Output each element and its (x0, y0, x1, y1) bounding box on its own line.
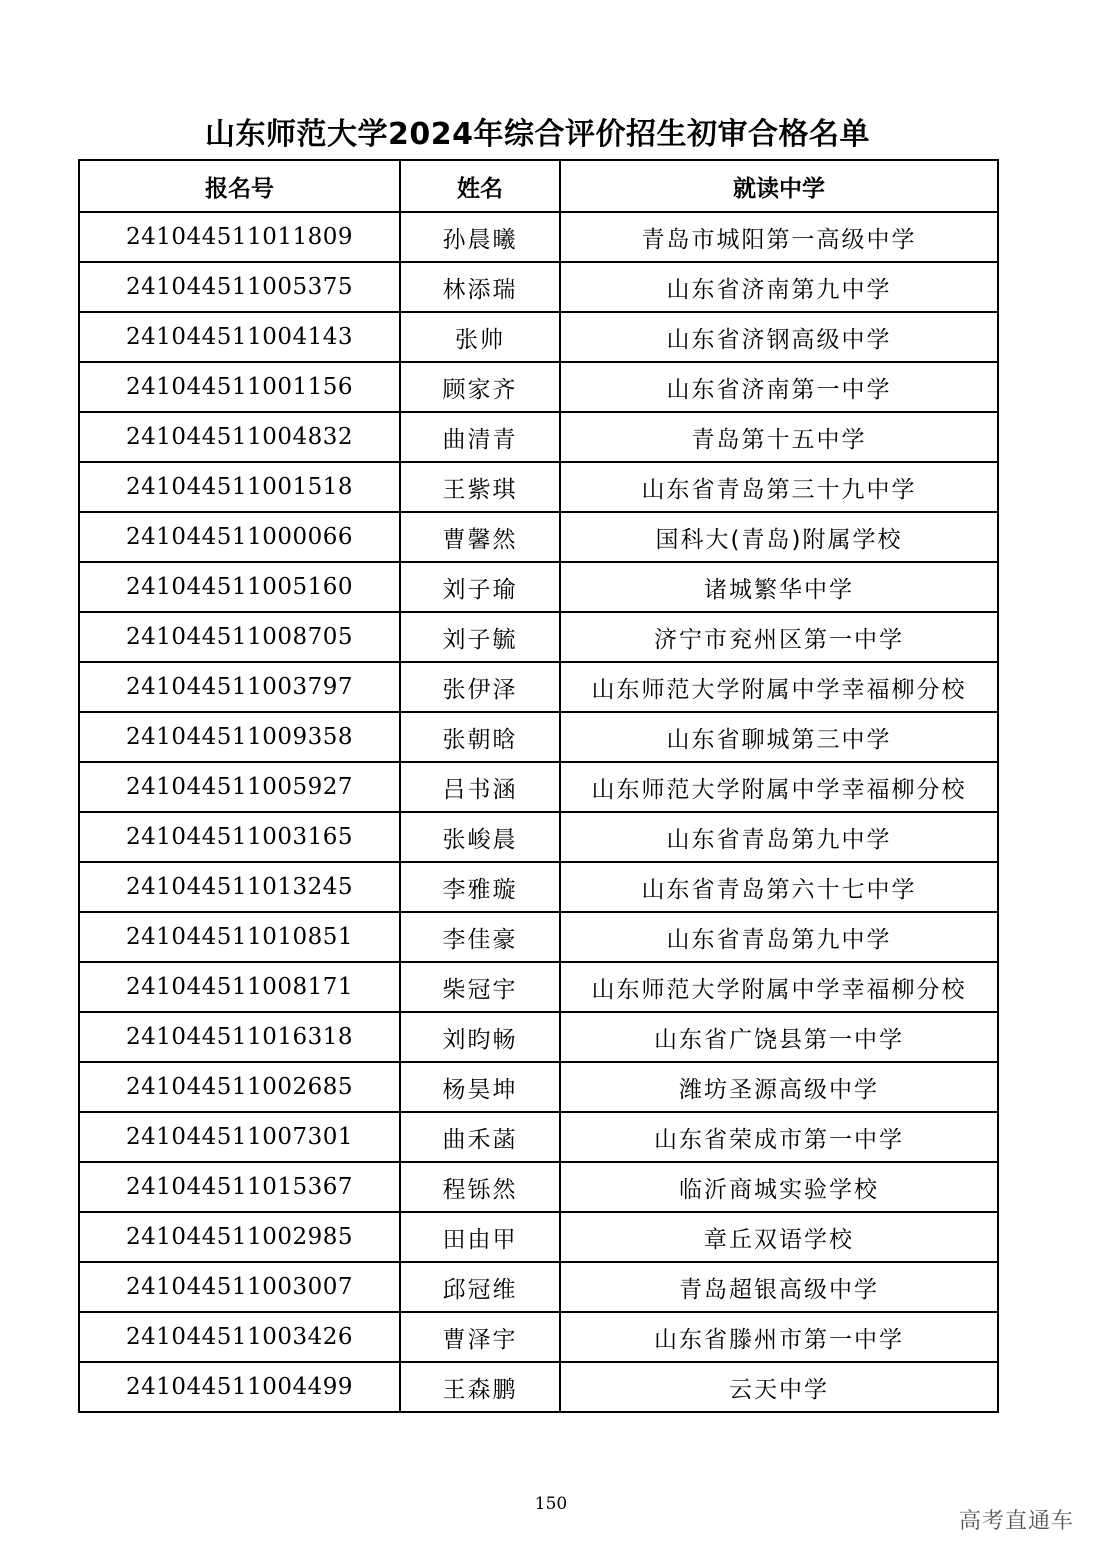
student-name-cell: 田由甲 (400, 1212, 560, 1262)
school-cell: 山东省滕州市第一中学 (560, 1312, 998, 1362)
school-cell: 山东省济钢高级中学 (560, 312, 998, 362)
school-cell: 山东师范大学附属中学幸福柳分校 (560, 962, 998, 1012)
student-name-cell: 王紫琪 (400, 462, 560, 512)
table-row (79, 662, 998, 712)
table-row (79, 312, 998, 362)
school-cell: 山东省广饶县第一中学 (560, 1012, 998, 1062)
registration-number-cell: 241044511000066 (79, 512, 400, 562)
school-cell: 山东省聊城第三中学 (560, 712, 998, 762)
school-cell: 山东省青岛第九中学 (560, 912, 998, 962)
school-cell: 山东省济南第九中学 (560, 262, 998, 312)
table-row (79, 1362, 998, 1412)
document-title: 山东师范大学2024年综合评价招生初审合格名单 (205, 117, 870, 152)
registration-number-cell: 241044511005927 (79, 762, 400, 812)
table-row (79, 562, 998, 612)
student-name-cell: 顾家齐 (400, 362, 560, 412)
table-row (79, 462, 998, 512)
student-name-cell: 刘子瑜 (400, 562, 560, 612)
school-cell: 临沂商城实验学校 (560, 1162, 998, 1212)
registration-number-cell: 241044511011809 (79, 212, 400, 262)
registration-number-cell: 241044511008705 (79, 612, 400, 662)
table-row (79, 612, 998, 662)
table-row (79, 962, 998, 1012)
student-name-cell: 张帅 (400, 312, 560, 362)
registration-number-cell: 241044511002685 (79, 1062, 400, 1112)
student-name-cell: 曲禾菡 (400, 1112, 560, 1162)
student-name-cell: 曲清青 (400, 412, 560, 462)
registration-number-cell: 241044511005160 (79, 562, 400, 612)
admission-list-table (78, 159, 999, 1413)
student-name-cell: 李佳豪 (400, 912, 560, 962)
table-row (79, 1212, 998, 1262)
table-row (79, 1162, 998, 1212)
registration-number-cell: 241044511007301 (79, 1112, 400, 1162)
registration-number-cell: 241044511003007 (79, 1262, 400, 1312)
table-row (79, 812, 998, 862)
table-row (79, 862, 998, 912)
student-name-cell: 杨昊坤 (400, 1062, 560, 1112)
school-cell: 山东师范大学附属中学幸福柳分校 (560, 662, 998, 712)
registration-number-cell: 241044511003426 (79, 1312, 400, 1362)
school-cell: 云天中学 (560, 1362, 998, 1412)
student-name-cell: 张伊泽 (400, 662, 560, 712)
table-row (79, 1312, 998, 1362)
table-row (79, 412, 998, 462)
table-row (79, 762, 998, 812)
school-cell: 青岛第十五中学 (560, 412, 998, 462)
registration-number-cell: 241044511003165 (79, 812, 400, 862)
school-cell: 山东省青岛第三十九中学 (560, 462, 998, 512)
school-cell: 青岛市城阳第一高级中学 (560, 212, 998, 262)
header-school: 就读中学 (560, 160, 998, 212)
table-row (79, 362, 998, 412)
student-name-cell: 张峻晨 (400, 812, 560, 862)
registration-number-cell: 241044511004499 (79, 1362, 400, 1412)
table-row (79, 212, 998, 262)
student-name-cell: 林添瑞 (400, 262, 560, 312)
page-number: 150 (534, 1494, 568, 1514)
student-name-cell: 曹馨然 (400, 512, 560, 562)
registration-number-cell: 241044511009358 (79, 712, 400, 762)
watermark-text: 高考直通车 (958, 1509, 1074, 1534)
table-row (79, 512, 998, 562)
student-name-cell: 李雅璇 (400, 862, 560, 912)
school-cell: 潍坊圣源高级中学 (560, 1062, 998, 1112)
table-row (79, 1062, 998, 1112)
student-name-cell: 刘昀畅 (400, 1012, 560, 1062)
school-cell: 青岛超银高级中学 (560, 1262, 998, 1312)
registration-number-cell: 241044511004143 (79, 312, 400, 362)
student-name-cell: 刘子毓 (400, 612, 560, 662)
table-row (79, 1262, 998, 1312)
table-row (79, 1012, 998, 1062)
school-cell: 山东省济南第一中学 (560, 362, 998, 412)
school-cell: 济宁市兖州区第一中学 (560, 612, 998, 662)
school-cell: 山东省青岛第九中学 (560, 812, 998, 862)
school-cell: 山东省荣成市第一中学 (560, 1112, 998, 1162)
registration-number-cell: 241044511016318 (79, 1012, 400, 1062)
registration-number-cell: 241044511010851 (79, 912, 400, 962)
school-cell: 章丘双语学校 (560, 1212, 998, 1262)
table-body (79, 212, 998, 1412)
registration-number-cell: 241044511004832 (79, 412, 400, 462)
student-name-cell: 程铄然 (400, 1162, 560, 1212)
student-name-cell: 柴冠宇 (400, 962, 560, 1012)
header-student-name: 姓名 (400, 160, 560, 212)
registration-number-cell: 241044511005375 (79, 262, 400, 312)
student-name-cell: 王森鹏 (400, 1362, 560, 1412)
table-row (79, 262, 998, 312)
student-name-cell: 孙晨曦 (400, 212, 560, 262)
student-name-cell: 张朝晗 (400, 712, 560, 762)
school-cell: 国科大(青岛)附属学校 (560, 512, 998, 562)
table-row (79, 912, 998, 962)
table-row (79, 1112, 998, 1162)
table-header-row (79, 160, 998, 212)
table-row (79, 712, 998, 762)
registration-number-cell: 241044511002985 (79, 1212, 400, 1262)
student-name-cell: 吕书涵 (400, 762, 560, 812)
registration-number-cell: 241044511013245 (79, 862, 400, 912)
registration-number-cell: 241044511008171 (79, 962, 400, 1012)
header-registration-number: 报名号 (79, 160, 400, 212)
school-cell: 诸城繁华中学 (560, 562, 998, 612)
school-cell: 山东师范大学附属中学幸福柳分校 (560, 762, 998, 812)
student-name-cell: 邱冠维 (400, 1262, 560, 1312)
registration-number-cell: 241044511003797 (79, 662, 400, 712)
registration-number-cell: 241044511015367 (79, 1162, 400, 1212)
student-name-cell: 曹泽宇 (400, 1312, 560, 1362)
registration-number-cell: 241044511001156 (79, 362, 400, 412)
registration-number-cell: 241044511001518 (79, 462, 400, 512)
school-cell: 山东省青岛第六十七中学 (560, 862, 998, 912)
